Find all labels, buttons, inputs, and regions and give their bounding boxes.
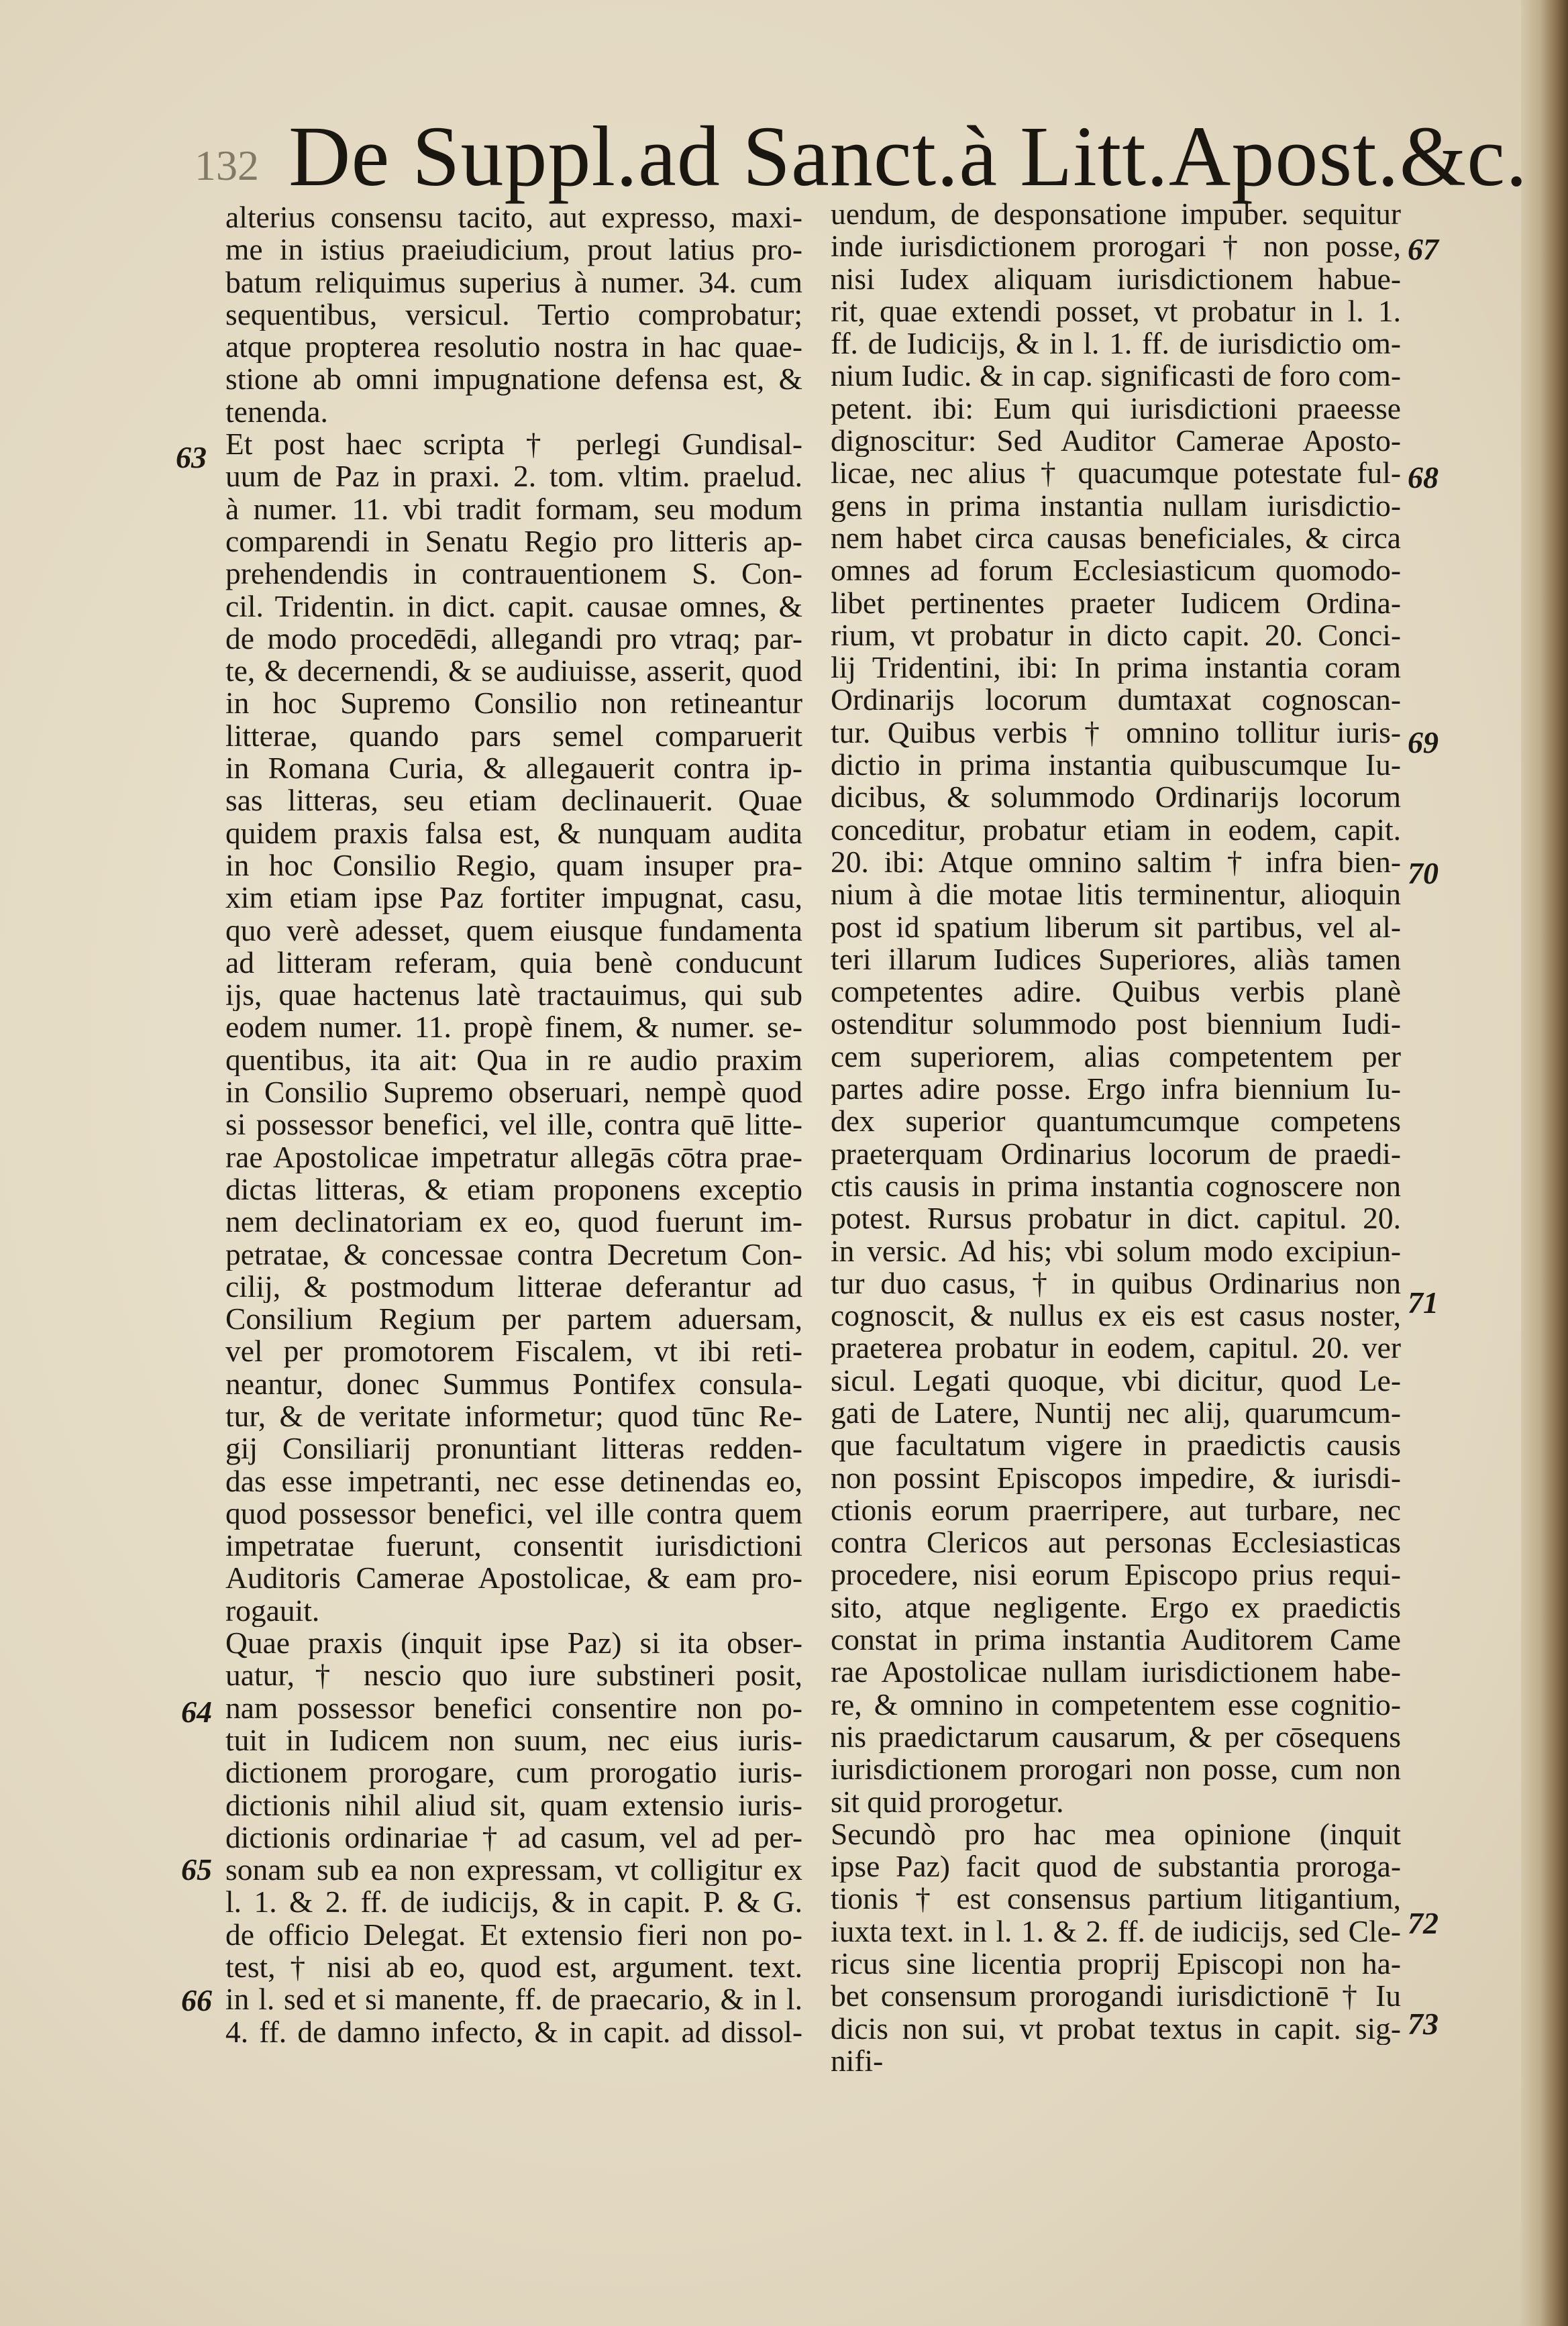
- text-line: dicibus, & solummodo Ordinarijs locorum: [831, 781, 1401, 814]
- text-line: lij Tridentini, ibi: In prima instantia coram: [831, 651, 1401, 684]
- text-line: cil. Tridentin. in dict. capit. causae omnes, &: [225, 590, 802, 623]
- text-line: petent. ibi: Eum qui iurisdictioni praeesse: [831, 392, 1401, 425]
- text-line: in Romana Curia, & allegauerit contra ip-: [225, 752, 802, 785]
- text-line: Et post haec scripta † perlegi Gundisal-: [225, 428, 802, 461]
- margin-number-64: 64: [181, 1695, 212, 1729]
- text-line: test, † nisi ab eo, quod est, argument. text.: [225, 1951, 802, 1984]
- text-line: rit, quae extendi posset, vt probatur in l. 1.: [831, 295, 1401, 328]
- margin-number-65: 65: [181, 1852, 212, 1887]
- text-line: alterius consensu tacito, aut expresso, maxi-: [225, 201, 802, 234]
- text-line: Ordinarijs locorum dumtaxat cognoscan-: [831, 684, 1401, 717]
- text-line: teri illarum Iudices Superiores, aliàs tamen: [831, 943, 1401, 976]
- text-line: nem declinatoriam ex eo, quod fuerunt im-: [225, 1206, 802, 1238]
- text-line: non possint Episcopos impedire, & iurisdi-: [831, 1461, 1401, 1494]
- page-number: 132: [195, 142, 259, 189]
- text-line: conceditur, probatur etiam in eodem, capit.: [831, 813, 1401, 846]
- text-line: licae, nec alius † quacumque potestate ful-: [831, 457, 1401, 490]
- text-line: ostenditur solummodo post biennium Iudi-: [831, 1008, 1401, 1041]
- text-line: neantur, donec Summus Pontifex consula-: [225, 1367, 802, 1400]
- text-line: sicul. Legati quoque, vbi dicitur, quod Le-: [831, 1364, 1401, 1397]
- text-line: nem habet circa causas beneficiales, & circa: [831, 521, 1401, 555]
- text-line: vel per promotorem Fiscalem, vt ibi reti-: [225, 1335, 802, 1368]
- text-line: quentibus, ita ait: Qua in re audio praxim: [225, 1043, 802, 1077]
- text-line: cognoscit, & nullus ex eis est casus noster,: [831, 1300, 1401, 1332]
- text-line: sonam sub ea non expressam, vt colligitur ex: [225, 1854, 802, 1887]
- text-line: das esse impetranti, nec esse detinendas eo,: [225, 1465, 802, 1497]
- text-line: sas litteras, seu etiam declinauerit. Quae: [225, 784, 802, 817]
- text-line: dictionis ordinariae † ad casum, vel ad per-: [225, 1821, 802, 1854]
- text-line: nisi Iudex aliquam iurisdictionem habue-: [831, 262, 1401, 295]
- text-line: dictas litteras, & etiam proponens exceptio: [225, 1173, 802, 1206]
- text-line: impetratae fuerunt, consentit iurisdictioni: [225, 1530, 802, 1563]
- page-header: [168, 101, 1528, 208]
- text-line: potest. Rursus probatur in dict. capitul. 20.: [831, 1202, 1401, 1235]
- text-line: re, & omnino in competentem esse cognitio-: [831, 1688, 1401, 1721]
- text-line: uendum, de desponsatione impuber. sequitur: [831, 198, 1401, 231]
- text-line: nis praedictarum causarum, & per cōsequens: [831, 1720, 1401, 1754]
- text-line: sit quid prorogetur.: [831, 1785, 1064, 1818]
- text-line: petratae, & concessae contra Decretum Con-: [225, 1238, 802, 1271]
- text-line: in hoc Supremo Consilio non retineantur: [225, 687, 802, 720]
- text-line: ctis causis in prima instantia cognoscere non: [831, 1169, 1401, 1203]
- text-line: gij Consiliarij pronuntiant litteras redden-: [225, 1432, 802, 1465]
- text-line: me in istius praeiudicium, prout latius pro-: [225, 233, 802, 266]
- text-line: in l. sed et si manente, ff. de praecario, & in l.: [225, 1983, 802, 2016]
- text-line: tenenda.: [225, 395, 328, 429]
- margin-number-70: 70: [1408, 856, 1439, 890]
- text-line: omnes ad forum Ecclesiasticum quomodo-: [831, 554, 1401, 587]
- text-line: atque propterea resolutio nostra in hac quae-: [225, 331, 802, 364]
- text-line: gati de Latere, Nuntij nec alij, quarumcum-: [831, 1396, 1401, 1430]
- text-line: ad litteram referam, quia benè conducunt: [225, 946, 802, 980]
- text-line: libet pertinentes praeter Iudicem Ordina-: [831, 586, 1401, 619]
- text-line: Secundò pro hac mea opinione (inquit: [831, 1817, 1401, 1851]
- text-line: Consilium Regium per partem aduersam,: [225, 1303, 802, 1336]
- text-line: tuit in Iudicem non suum, nec eius iuris-: [225, 1724, 802, 1757]
- text-line: bet consensum prorogandi iurisdictionē † Iu: [831, 1980, 1401, 2013]
- book-spine-shadow: [1521, 0, 1568, 2326]
- text-line: comparendi in Senatu Regio pro litteris ap-: [225, 525, 802, 558]
- text-line: nam possessor benefici consentire non po-: [225, 1691, 802, 1724]
- text-line: à numer. 11. vbi tradit formam, seu modum: [225, 492, 802, 525]
- text-line: dictionis nihil aliud sit, quam extensio iuris-: [225, 1789, 802, 1821]
- margin-number-63: 63: [176, 440, 207, 474]
- running-title: De Suppl.ad Sanct.à Litt.Apost.&c.: [289, 109, 1528, 204]
- text-line: post id spatium liberum sit partibus, vel al-: [831, 910, 1401, 943]
- margin-number-66: 66: [181, 1983, 212, 2017]
- text-line: que facultatum vigere in praedictis causis: [831, 1429, 1401, 1462]
- text-line: l. 1. & 2. ff. de iudicijs, & in capit. P. & G.: [225, 1886, 802, 1919]
- margin-number-72: 72: [1408, 1906, 1439, 1940]
- text-line: dictionem prorogare, cum prorogatio iuris-: [225, 1756, 802, 1789]
- text-line: quo verè adesset, quem eiusque fundamenta: [225, 914, 802, 947]
- text-line: nium à die motae litis terminentur, alioquin: [831, 878, 1401, 911]
- right-text-column: [831, 198, 1401, 2077]
- text-line: rogauit.: [225, 1594, 320, 1628]
- text-line: litterae, quando pars semel comparuerit: [225, 719, 802, 753]
- text-line: dignoscitur: Sed Auditor Camerae Aposto-: [831, 425, 1401, 458]
- text-line: uum de Paz in praxi. 2. tom. vltim. praelud.: [225, 460, 802, 493]
- text-line: in versic. Ad his; vbi solum modo excipiun-: [831, 1234, 1401, 1267]
- margin-number-69: 69: [1408, 725, 1439, 759]
- text-line: stione ab omni impugnatione defensa est, &: [225, 363, 802, 396]
- text-line: constat in prima instantia Auditorem Came: [831, 1624, 1401, 1656]
- left-text-column: [225, 201, 802, 2048]
- text-line: gens in prima instantia nullam iurisdictio-: [831, 489, 1401, 522]
- text-line: te, & decernendi, & se audiuisse, asserit, quod: [225, 655, 802, 688]
- text-line: in hoc Consilio Regio, quam insuper pra-: [225, 849, 802, 882]
- text-line: contra Clericos aut personas Ecclesiasticas: [831, 1526, 1401, 1559]
- text-line: batum reliquimus superius à numer. 34. cum: [225, 266, 802, 299]
- text-line: si possessor benefici, vel ille, contra quē litte-: [225, 1108, 802, 1141]
- text-line: rae Apostolicae impetratur allegās cōtra prae-: [225, 1141, 802, 1173]
- margin-number-73: 73: [1408, 2007, 1439, 2041]
- text-line: praeterquam Ordinarius locorum de praedi-: [831, 1137, 1401, 1170]
- text-line: dicis non sui, vt probat textus in capit. sig-: [831, 2012, 1401, 2045]
- text-line: prehendendis in contrauentionem S. Con-: [225, 558, 802, 590]
- text-line: ff. de Iudicijs, & in l. 1. ff. de iurisdictio om-: [831, 327, 1401, 360]
- text-line: procedere, nisi eorum Episcopo prius requi-: [831, 1558, 1401, 1591]
- text-line: tur, & de veritate informetur; quod tūnc Re-: [225, 1399, 802, 1433]
- text-line: 20. ibi: Atque omnino saltim † infra bien-: [831, 845, 1401, 879]
- text-line: tur duo casus, † in quibus Ordinarius non: [831, 1267, 1401, 1300]
- text-line: quod possessor benefici, vel ille contra quem: [225, 1497, 802, 1530]
- text-line: de modo procedēdi, allegandi pro vtraq; par-: [225, 622, 802, 655]
- text-line: iuxta text. in l. 1. & 2. ff. de iudicijs, sed Cle-: [831, 1915, 1401, 1948]
- text-line: Auditoris Camerae Apostolicae, & eam pro-: [225, 1562, 802, 1595]
- text-line: cem superiorem, alias competentem per: [831, 1040, 1401, 1073]
- text-line: uatur, † nescio quo iure substineri posit,: [225, 1659, 802, 1692]
- text-line: ctionis eorum praerripere, aut turbare, nec: [831, 1493, 1401, 1527]
- text-line: ricus sine licentia proprij Episcopi non ha-: [831, 1948, 1401, 1980]
- text-line: ipse Paz) facit quod de substantia proroga-: [831, 1850, 1401, 1883]
- text-line: ijs, quae hactenus latè tractauimus, qui sub: [225, 979, 802, 1012]
- text-line: 4. ff. de damno infecto, & in capit. ad dissol-: [225, 2015, 802, 2048]
- text-line: de officio Delegat. Et extensio fieri non po-: [225, 1918, 802, 1952]
- text-line: xim etiam ipse Paz fortiter impugnat, casu,: [225, 882, 802, 914]
- text-line: eodem numer. 11. propè finem, & numer. se-: [225, 1011, 802, 1044]
- text-line: tionis † est consensus partium litigantium,: [831, 1883, 1401, 1915]
- text-line: quidem praxis falsa est, & nunquam audita: [225, 816, 802, 849]
- text-line: nium Iudic. & in cap. significasti de foro com-: [831, 360, 1401, 392]
- text-line: dictio in prima instantia quibuscumque Iu-: [831, 749, 1401, 782]
- margin-number-68: 68: [1408, 460, 1439, 494]
- text-line: in Consilio Supremo obseruari, nempè quod: [225, 1076, 802, 1109]
- text-line: Quae praxis (inquit ipse Paz) si ita obser-: [225, 1627, 802, 1660]
- text-line: rium, vt probatur in dicto capit. 20. Conci-: [831, 619, 1401, 652]
- text-line: iurisdictionem prorogari non posse, cum non: [831, 1753, 1401, 1786]
- text-line: cilij, & postmodum litterae deferantur ad: [225, 1270, 802, 1304]
- text-line: rae Apostolicae nullam iurisdictionem habe-: [831, 1656, 1401, 1689]
- text-line: partes adire posse. Ergo infra biennium Iu-: [831, 1073, 1401, 1106]
- text-line: sequentibus, versicul. Tertio comprobatur;: [225, 298, 802, 331]
- text-line: praeterea probatur in eodem, capitul. 20. ver: [831, 1332, 1401, 1365]
- margin-number-67: 67: [1408, 232, 1439, 266]
- margin-number-71: 71: [1408, 1285, 1439, 1320]
- text-line: dex superior quantumcumque competens: [831, 1105, 1401, 1138]
- text-line: sito, atque negligente. Ergo ex praedictis: [831, 1591, 1401, 1624]
- text-line: tur. Quibus verbis † omnino tollitur iuris-: [831, 716, 1401, 749]
- text-line: nifi-: [831, 2044, 884, 2078]
- text-line: competentes adire. Quibus verbis planè: [831, 975, 1401, 1008]
- text-line: inde iurisdictionem prorogari † non posse,: [831, 230, 1401, 263]
